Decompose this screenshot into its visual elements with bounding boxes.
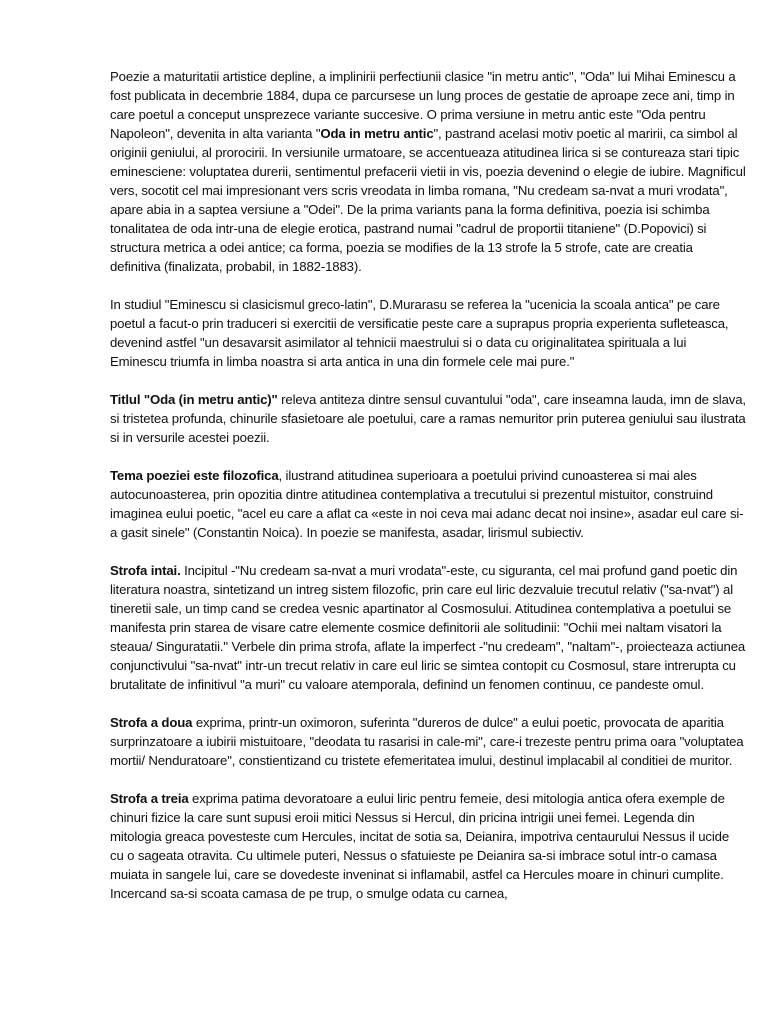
paragraph-stanza-three: Strofa a treia exprima patima devoratoare a eului liric pentru femeie, desi mitologia antica ofera exemple de chinuri fizice la care sunt supusi eroii mitici Nessus si Hercul, din pricina intrigii unei femei. Legenda din mitologia greaca povesteste cum Hercules, incitat de sotia sa, Deianira, impotriva centaurului Nessus il ucide cu o sageata otravita. Cu ultimele puteri, Nessus o sfatuieste pe Deianira sa-si imbrace sotul intr-o camasa muiata in sangele lui, care se dovedeste inveninat si inflamabil, astfel ca Hercules moare in chinuri cumplite. Incercand sa-si scoata camasa de pe trup, o smulge odata cu carnea,	[110, 791, 729, 901]
paragraph-stanza-one: Strofa intai. Incipitul -"Nu credeam sa-nvat a muri vrodata"-este, cu siguranta, cel mai profund gand poetic din literatura noastra, sintetizand un intreg sistem filozofic, prin care eul liric dezvaluie trecutul relativ ("sa-nvat") al tineretii sale, un timp cand se credea vesnic apartinator al Cosmosului. Atitudinea contemplativa a poetului se manifesta prin starea de visare catre elemente cosmice definitorii ale solitudinii: "Ochii mei naltam visatori la steaua/ Singuratatii." Verbele din prima strofa, aflate la imperfect -"nu credeam", "naltam"-, proiecteaza actiunea conjunctivului "sa-nvat" intr-un trecut relativ in care eul liric se simtea contopit cu Cosmosul, stare intrerupta cu brutalitate de infinitivul "a muri" cu valoare atemporala, definind un fenomen continuu, ce pandeste omul.	[110, 563, 746, 692]
paragraph-murarasu: In studiul "Eminescu si clasicismul greco-latin", D.Murarasu se referea la "ucenicia la scoala antica" pe care poetul a facut-o prin traduceri si exercitii de versificatie peste care a suprapus propria experienta sufleteasca, devenind astfel "un desavarsit asimilator al tehnicii maestrului si o data cu originalitatea spirituala a lui Eminescu triumfa in limba noastra si arta antica in una din formele cele mai pure."	[110, 297, 729, 369]
document-page	[110, 67, 746, 922]
paragraph-stanza-two: Strofa a doua exprima, printr-un oximoron, suferinta "dureros de dulce" a eului poetic, provocata de aparitia surprinzatoare a iubirii mistuitoare, "deodata tu rasarisi in cale-mi", care-i trezeste pentru prima oara "voluptatea mortii/ Nenduratoare", constientizand cu tristete efemeritatea imului, destinul implacabil al conditiei de muritor.	[110, 715, 744, 768]
paragraph-title: Titlul "Oda (in metru antic)" releva antiteza dintre sensul cuvantului "oda", care inseamna lauda, imn de slava, si tristetea profunda, chinurile sfasietoare ale poetului, care a ramas nemuritor prin puterea geniului sau ilustrata si in versurile acestei poezii.	[110, 392, 746, 445]
paragraph-theme: Tema poeziei este filozofica, ilustrand atitudinea superioara a poetului privind cunoasterea si mai ales autocunoasterea, prin opozitia dintre atitudinea contemplativa a trecutului si prezentul mistuitor, construind imaginea eului poetic, "acel eu care a aflat ca «este in noi ceva mai adanc decat noi insine», asadar eul care si-a gasit sinele" (Constantin Noica). In poezie se manifesta, asadar, lirismul subiectiv.	[110, 468, 744, 540]
paragraph-intro: Poezie a maturitatii artistice depline, a implinirii perfectiunii clasice "in metru antic", "Oda" lui Mihai Eminescu a fost publicata in decembrie 1884, dupa ce parcursese un lung proces de gestatie de aproape zece ani, timp in care poetul a conceput unsprezece variante succesive. O prima versiune in metru antic este "Oda pentru Napoleon", devenita in alta varianta "Oda in metru antic", pastrand acelasi motiv poetic al maririi, ca simbol al originii geniului, al prorocirii. In versiunile urmatoare, se accentueaza atitudinea lirica si se contureaza stari tipic eminesciene: voluptatea durerii, sentimentul prefacerii vietii in vis, poezia devenind o elegie de iubire. Magnificul vers, socotit cel mai impresionant vers scris vreodata in limba romana, "Nu credeam sa-nvat a muri vrodata", apare abia in a saptea versiune a "Odei". De la prima variants pana la forma definitiva, poezia isi schimba tonalitatea de oda intr-una de elegie erotica, pastrand numai "cadrul de proportii titaniene" (D.Popovici) si structura metrica a odei antice; ca forma, poezia se modifies de la 13 strofe la 5 strofe, cate are creatia definitiva (finalizata, probabil, in 1882-1883).	[110, 69, 746, 274]
